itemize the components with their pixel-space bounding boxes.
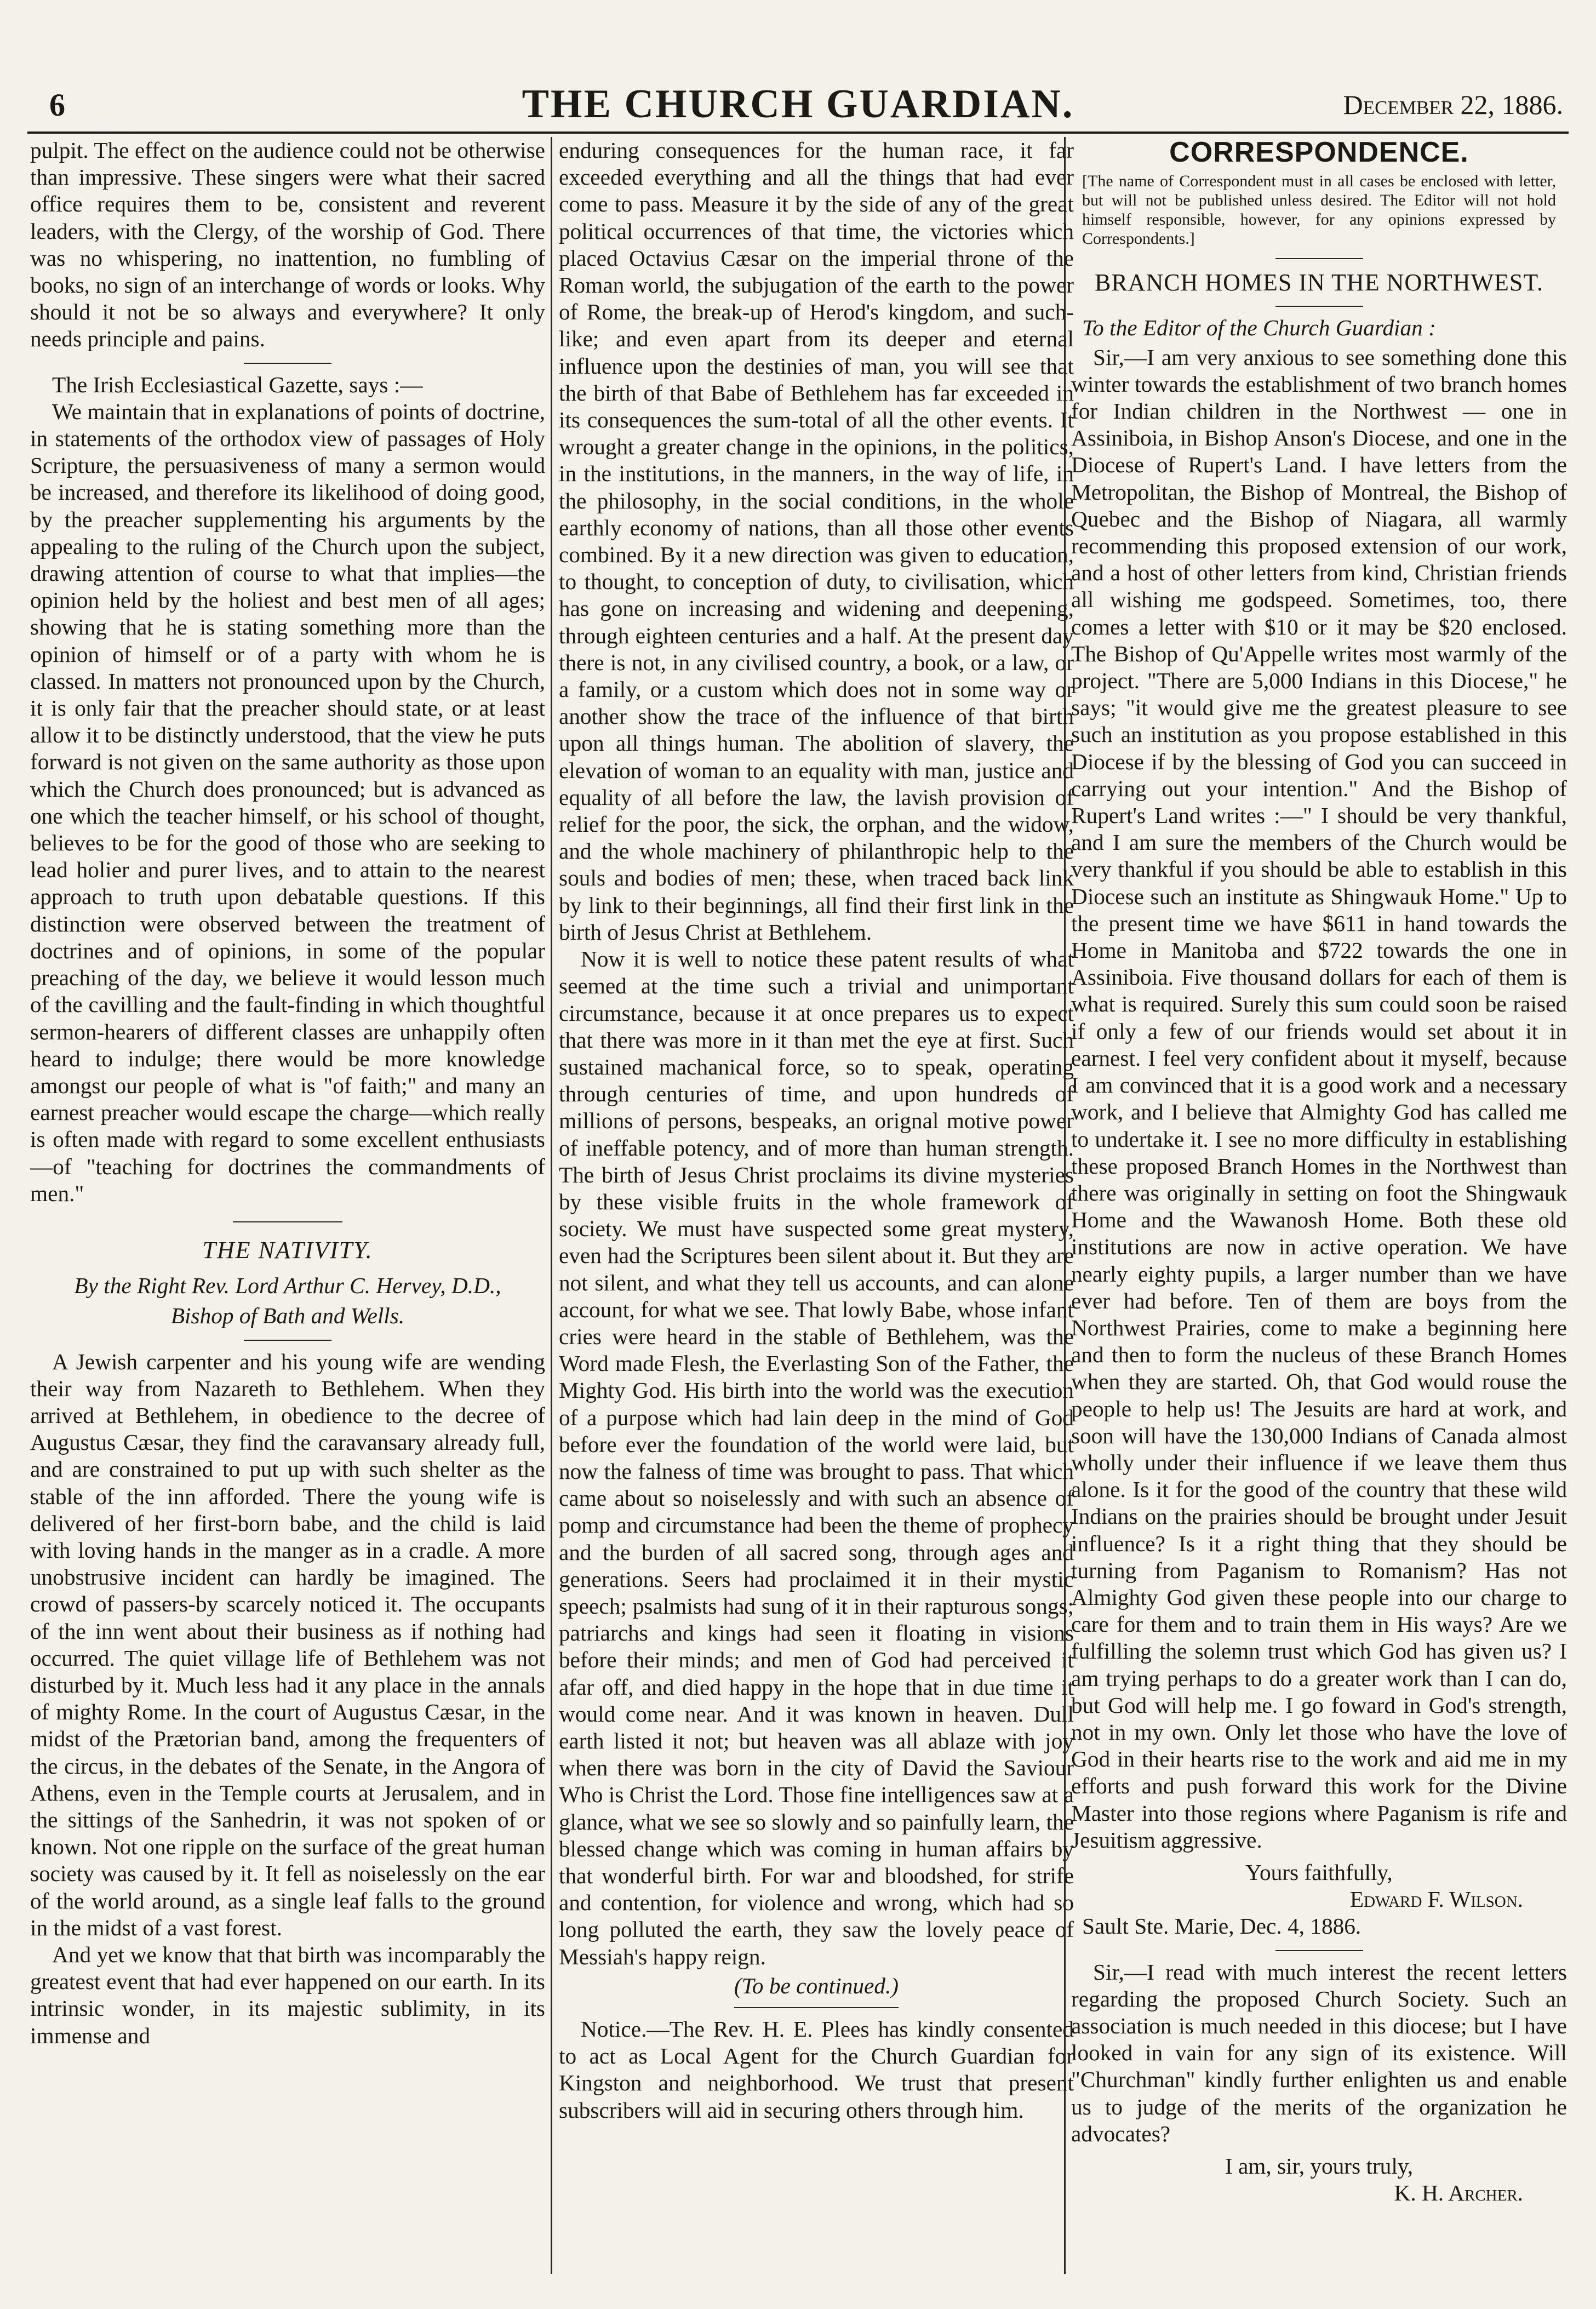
article-byline: By the Right Rev. Lord Arthur C. Hervey, D.D., — [74, 1273, 501, 1299]
section-rule — [734, 2007, 899, 2008]
letter-closing: I am, sir, yours truly, — [1225, 2153, 1414, 2179]
editor-disclaimer: [The name of Correspondent must in all cases be enclosed with letter, but will not be published unless desired. The Editor will not hold himself responsible, however, for any opinions expressed by Correspondents.] — [1082, 172, 1556, 248]
article-paragraph: We maintain that in explanations of points of doctrine, in statements of the orthodox view of passages of Holy Scripture, the persuasiveness of many a sermon would be increased, and therefore its likelihood of doing good, by the preacher supplementing his arguments by the appealing to the ruling of the Church upon the subject, drawing attention of course to what that implies—the opinion held by the holiest and best men of all ages; showing that he is stating something more than the opinion of himself or of a party with whom he is classed. In matters not pronounced upon by the Church, it is only fair that the preacher should state, or at least allow it to be distinctly understood, that the view he puts forward is not given on the same authority as those upon which the Church does pronounced; but is advanced as one which the teacher himself, or his school of thought, believes to be for the good of those who are seeking to lead holier and purer lives, and to attain to the nearest approach to truth upon debatable questions. If this distinction were observed between the treatment of doctrines and of opinions, in some of the popular preaching of the day, we believe it would lesson much of the cavilling and the fault-finding in which thoughtful sermon-hearers of different classes are unhappily often heard to indulge; there would be more knowledge amongst our people of what is "of faith;" and many an earnest preacher would escape the charge—which really is often made with regard to some excellent enthusiasts—of "teaching for doctrines the commandments of men." — [30, 398, 545, 1206]
section-rule — [244, 363, 331, 364]
section-rule — [233, 1221, 342, 1222]
letter-signature: K. H. Archer. — [1394, 2180, 1523, 2206]
notice-paragraph: Notice.—The Rev. H. E. Plees has kindly consented to act as Local Agent for the Church Guardian for Kingston and neighborhood. We trust that present subscribers will aid in securing others through him. — [559, 2016, 1074, 2123]
letter-body: Sir,—I read with much interest the recent letters regarding the proposed Church Society. Such an association is much needed in this diocese; but I have looked in vain for any sign of its existence. Will "Churchman" kindly further enlighten us and enable us to judge of the merits of the organization he advocates? — [1071, 1959, 1567, 2146]
letter-closing: Yours faithfully, — [1245, 1859, 1393, 1885]
section-rule — [1275, 306, 1363, 307]
page-number: 6 — [49, 87, 65, 123]
letter-dateline: Sault Ste. Marie, Dec. 4, 1886. — [1082, 1913, 1362, 1939]
letter-salutation: To the Editor of the Church Guardian : — [1082, 315, 1436, 341]
article-title: THE NATIVITY. — [202, 1236, 373, 1264]
article-paragraph: And yet we know that that birth was incomparably the greatest event that had ever happened on our earth. In its intrinsic wonder, in its majestic sublimity, in its immense and — [30, 1942, 545, 2048]
continued-note: (To be continued.) — [734, 1973, 899, 1998]
article-byline-title: Bishop of Bath and Wells. — [170, 1303, 405, 1329]
article-paragraph: enduring consequences for the human race, it far exceeded everything and all the things that had ever come to pass. Measure it by the side of any of the great political occurrences of that time, the victories which placed Octavius Cæsar on the imperial throne of the Roman world, the subjugation of the earth to the power of Rome, the break-up of Herod's kingdom, and such-like; and even apart from its deeper and eternal influence upon the destinies of man, you will see that the birth of that Babe of Bethlehem has far exceeded in its consequences the sum-total of all the other events. It wrought a greater change in the opinions, in the politics, in the institutions, in the manners, in the way of life, in the philosophy, in the social conditions, in the whole earthly economy of nations, than all those other events combined. By it a new direction was given to education, to thought, to conception of duty, to civilisation, which has gone on increasing and widening and deepening, through eighteen centuries and a half. At the present day there is not, in any civilised country, a book, or a law, or a family, or a custom which does not in some way or another show the trace of the influence of that birth upon all things human. The abolition of slavery, the elevation of woman to an equality with man, justice and equality of all before the law, the lavish provision of relief for the poor, the sick, the orphan, and the widow, and the whole machinery of philanthropic help to the souls and bodies of men; these, when traced back link by link to their beginnings, all find their first link in the birth of Jesus Christ at Bethlehem. — [559, 138, 1074, 945]
section-rule — [1275, 258, 1363, 259]
masthead — [27, 71, 1569, 134]
correspondence-heading: CORRESPONDENCE. — [1169, 137, 1469, 168]
column-divider — [551, 137, 552, 2274]
column-right — [1071, 137, 1567, 2274]
letter-signature: Edward F. Wilson. — [1349, 1887, 1523, 1912]
newspaper-title: THE CHURCH GUARDIAN. — [522, 82, 1074, 127]
section-rule — [1275, 1950, 1363, 1951]
letter-heading: BRANCH HOMES IN THE NORTHWEST. — [1095, 269, 1543, 296]
letter-body: Sir,—I am very anxious to see something done this winter towards the establishment of two branch homes for Indian children in the Northwest — one in Assiniboia, in Bishop Anson's Diocese, and one in the Diocese of Rupert's Land. I have letters from the Metropolitan, the Bishop of Montreal, the Bishop of Quebec and the Bishop of Niagara, all warmly recommending this proposed extension of our work, and a host of other letters from kind, Christian friends all wishing me godspeed. Sometimes, too, there comes a letter with $10 or it may be $20 enclosed. The Bishop of Qu'Appelle writes most warmly of the project. "There are 5,000 Indians in this Diocese," he says; "it would give me the greatest pleasure to see such an institution as you propose established in this Diocese if by the blessing of God you can succeed in carrying out your intention." And the Bishop of Rupert's Land writes :—" I should be very thankful, and I am sure the members of the Church would be very thankful if you should be able to establish in this Diocese such an institute as Shingwauk Home." Up to the present time we have $611 in hand towards the Home in Manitoba and $722 towards the one in Assiniboia. Five thousand dollars for each of them is what is required. Surely this sum could soon be raised if only a few of our friends would set about it in earnest. I feel very confident about it myself, because I am convinced that it is a good work and a necessary work, and I believe that Almighty God has called me to undertake it. I see no more difficulty in establishing these proposed Branch Homes in the Northwest than there was originally in setting on foot the Shingwauk Home and the Wawanosh Home. Both these old institutions are now in active operation. We have nearly eighty pupils, a larger number than we have ever had before. Ten of them are boys from the Northwest Prairies, come to make a beginning here and then to form the nucleus of these Branch Homes when they are started. Oh, that God would rouse the people to help us! The Jesuits are hard at work, and soon will have the 130,000 Indians of Canada almost wholly under their influence if we leave them thus alone. Is it for the good of the country that these wild Indians on the prairies should be brought under Jesuit influence? Is it a right thing that they should be turning from Paganism to Romanism? Has not Almighty God given these people into our charge to care for them and to train them in His ways? Are we fulfilling the solemn trust which God has given us? I am trying perhaps to do a greater work than I can do, but God will help me. I go foward in God's strength, not in my own. Only let those who have the love of God in their hearts rise to the work and aid me in my efforts and push forward this work for the Divine Master into those regions where Paganism is rife and Jesuitism aggressive. — [1071, 344, 1567, 1853]
article-paragraph: Now it is well to notice these patent results of what seemed at the time such a trivial and unimportant circumstance, because it at once prepares us to expect that there was more in it than met the eye at first. Such sustained machanical force, so to speak, operating through centuries of time, and upon hundreds of millions of persons, bespeaks, an orignal motive power of ineffable potency, and of more than human strength. The birth of Jesus Christ proclaims its divine mysteries by these visible fruits in the whole framework of society. We must have suspected some great mystery, even had the Scriptures been silent about it. But they are not silent, and what they tell us accounts, and can alone account, for what we see. That lowly Babe, whose infant cries were heard in the stable of Bethlehem, was the Word made Flesh, the Everlasting Son of the Father, the Mighty God. His birth into the world was the execution of a purpose which had lain deep in the mind of God before ever the foundation of the world were laid, but now the falness of time was brought to pass. That which came about so noiselessly and with such an absence of pomp and circumstance had been the theme of prophecy and the burden of all sacred song, through ages and generations. Seers had proclaimed it in their mystic speech; psalmists had sung of it in their rapturous songs; patriarchs and kings had seen it floating in visions before their minds; and men of God had perceived it afar off, and died happy in the hope that in due time it would come near. And it was known in heaven. Dull earth listed it not; but heaven was all ablaze with joy when there was born in the city of David the Saviour Who is Christ the Lord. Those fine intelligences saw at a glance, what we see so slowly and so painfully learn, the blessed change which was coming in human affairs by that wonderful birth. For war and bloodshed, for strife and contention, for violence and wrong, which had so long polluted the earth, they saw the lovely peace of Messiah's happy reign. — [559, 946, 1074, 1969]
article-paragraph: pulpit. The effect on the audience could not be otherwise than impressive. These singers were what their sacred office requires them to be, consistent and reverent leaders, with the Clergy, of the worship of God. There was no whispering, no inattention, no fumbling of books, no sign of an interchange of words or looks. Why should it not be so always and everywhere? It only needs principle and pains. — [30, 138, 545, 352]
article-paragraph: A Jewish carpenter and his young wife are wending their way from Nazareth to Bethlehem. When they arrived at Bethlehem, in obedience to the decree of Augustus Cæsar, they find the caravansary already full, and are constrained to put up with such shelter as the stable of the inn afforded. There the young wife is delivered of her first-born babe, and the child is laid with loving hands in the manger as in a cradle. A more unobstrusive incident can hardly be imagined. The crowd of passers-by scarcely noticed it. The occupants of the inn went about their business as if nothing had occurred. The quiet village life of Bethlehem was not disturbed by it. Much less had it any place in the annals of mighty Rome. In the court of Augustus Cæsar, in the midst of the Prætorian band, among the frequenters of the circus, in the debates of the Senate, in the Angora of Athens, even in the Temple courts at Jerusalem, and in the sittings of the Sanhedrin, it was not spoken of or known. Not one ripple on the surface of the great human society was caused by it. It fell as noiselessly on the ear of the world around, as a single leaf falls to the ground in the midst of a vast forest. — [30, 1348, 545, 1940]
issue-date: December 22, 1886. — [1343, 89, 1563, 120]
column-middle — [559, 137, 1074, 2274]
article-intro: The Irish Ecclesiastical Gazette, says :— — [52, 372, 423, 397]
section-rule — [244, 1340, 331, 1341]
column-left — [30, 137, 545, 2274]
